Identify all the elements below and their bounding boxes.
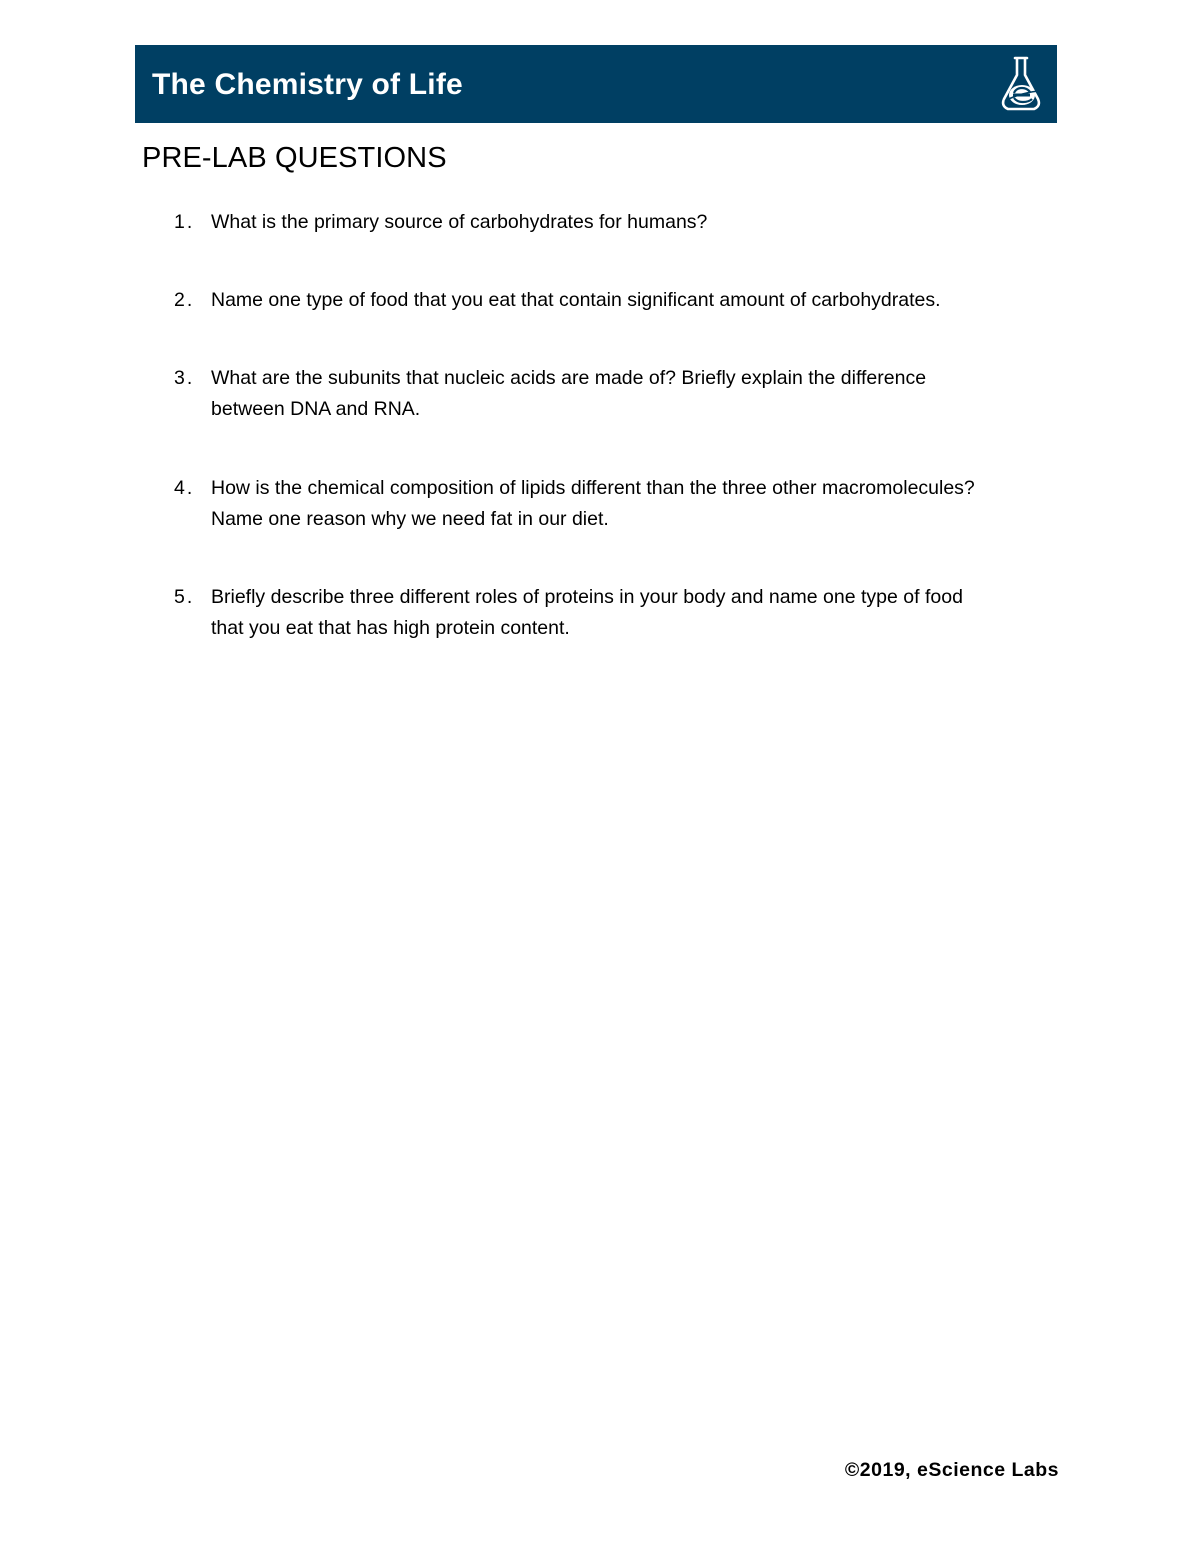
question-text: Name one type of food that you eat that contain significant amount of carbohydrates. bbox=[211, 289, 941, 311]
question-text: Briefly describe three different roles of proteins in your body and name one type of food that you eat that has high protein content. bbox=[211, 586, 963, 639]
question-item bbox=[174, 473, 1064, 535]
question-item bbox=[174, 285, 1064, 316]
question-item bbox=[174, 363, 1064, 425]
section-heading-prelab: PRE-LAB QUESTIONS bbox=[142, 142, 447, 174]
question-number: 4. bbox=[174, 477, 195, 499]
question-number: 5. bbox=[174, 586, 195, 608]
question-item bbox=[174, 207, 1064, 238]
question-list bbox=[174, 207, 1064, 644]
document-title: The Chemistry of Life bbox=[152, 68, 463, 101]
question-text: How is the chemical composition of lipids different than the three other macromolecules? Name one reason why we need fat in our diet. bbox=[211, 477, 975, 530]
question-item bbox=[174, 582, 1064, 644]
footer-copyright: ©2019, eScience Labs bbox=[844, 1459, 1059, 1481]
question-number: 1. bbox=[174, 211, 195, 233]
question-number: 2. bbox=[174, 289, 195, 311]
header-banner bbox=[135, 45, 1057, 123]
question-text: What are the subunits that nucleic acids are made of? Briefly explain the difference between DNA and RNA. bbox=[211, 367, 927, 420]
question-number: 3. bbox=[174, 367, 195, 389]
question-text: What is the primary source of carbohydrates for humans? bbox=[211, 211, 708, 233]
flask-e-logo-icon bbox=[999, 55, 1043, 113]
